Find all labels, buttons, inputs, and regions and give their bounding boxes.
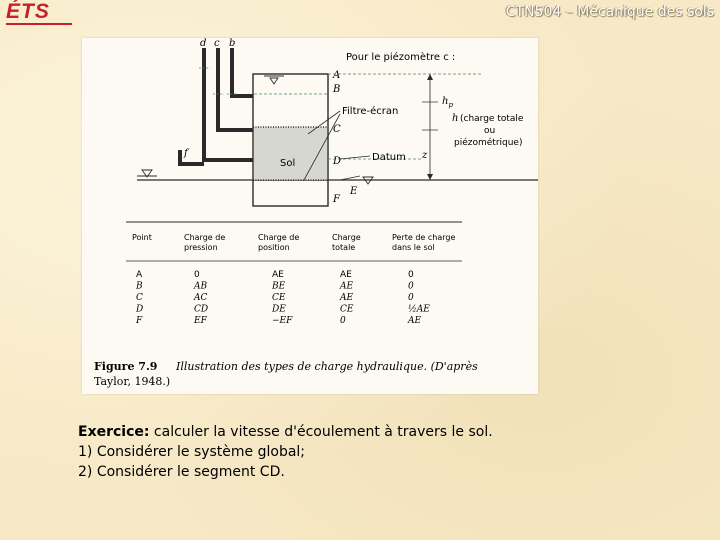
table-cell: AB bbox=[194, 281, 208, 292]
table-cell: AC bbox=[194, 293, 208, 303]
exercise-question: calculer la vitesse d'écoulement à travers le sol. bbox=[149, 424, 493, 440]
label-d: d bbox=[200, 38, 207, 49]
table-row bbox=[135, 282, 414, 292]
ets-logo bbox=[4, 2, 74, 28]
piezometer-d bbox=[204, 48, 253, 160]
exercise-block bbox=[78, 422, 638, 482]
head-arrow-top bbox=[427, 74, 433, 80]
table-cell: AE bbox=[340, 270, 352, 280]
caption-text: Illustration des types de charge hydraulique. (D'après bbox=[176, 360, 478, 373]
table-cell: EF bbox=[194, 316, 207, 326]
course-title: CTN504 – Mécanique des sols bbox=[505, 4, 714, 20]
table-cell: 0 bbox=[408, 281, 414, 292]
table-body bbox=[135, 270, 430, 326]
point-f: F bbox=[333, 194, 340, 205]
table-cell: B bbox=[136, 281, 143, 292]
logo-underline bbox=[6, 23, 72, 25]
label-b: b bbox=[229, 38, 236, 49]
figure-panel bbox=[82, 38, 538, 394]
table-cell: −EF bbox=[272, 316, 293, 326]
table-cell: 0 bbox=[408, 270, 414, 280]
table-cell: DE bbox=[272, 304, 286, 315]
total-head-line-1: (charge totale bbox=[460, 114, 524, 124]
header-pressure-2: pression bbox=[184, 243, 218, 252]
h-label: h bbox=[452, 113, 459, 124]
table-row bbox=[136, 293, 414, 303]
table-cell: 0 bbox=[408, 293, 414, 303]
table-cell: CE bbox=[340, 304, 354, 315]
filter-label: Filtre-écran bbox=[342, 106, 399, 117]
point-c: C bbox=[333, 124, 341, 135]
exercise-label: Exercice: bbox=[78, 424, 150, 440]
header-position-2: position bbox=[258, 243, 290, 252]
table-cell: 0 bbox=[340, 316, 346, 326]
table-cell: AE bbox=[272, 270, 284, 280]
table-cell: AE bbox=[340, 281, 354, 292]
piezometer-b bbox=[232, 48, 253, 96]
z-label: z bbox=[422, 150, 428, 161]
exercise-item-1: 1) Considérer le système global; bbox=[78, 444, 306, 460]
header-loss-1: Perte de charge bbox=[392, 233, 456, 242]
table-cell: C bbox=[136, 293, 143, 303]
annotation-piezometer: Pour le piézomètre c : bbox=[346, 52, 456, 63]
total-head-line-2: ou bbox=[484, 126, 496, 136]
header-loss-2: dans le sol bbox=[392, 243, 435, 252]
hydraulic-head-diagram bbox=[82, 38, 538, 394]
point-d: D bbox=[333, 156, 342, 167]
table-cell: A bbox=[136, 270, 143, 280]
header-total-2: totale bbox=[332, 243, 356, 252]
table-headers bbox=[132, 233, 455, 252]
head-arrow-bottom bbox=[427, 174, 433, 180]
logo-text: ÉTS bbox=[6, 0, 50, 23]
table-cell: BE bbox=[272, 281, 286, 292]
header-total-1: Charge bbox=[332, 233, 361, 242]
table-cell: CD bbox=[194, 304, 209, 315]
header-position-1: Charge de bbox=[258, 233, 300, 242]
table-cell: 0 bbox=[194, 270, 200, 280]
table-cell: D bbox=[136, 304, 144, 315]
point-b: B bbox=[333, 84, 341, 95]
table-row bbox=[135, 304, 430, 315]
point-a: A bbox=[333, 70, 341, 81]
soil-region bbox=[254, 127, 327, 180]
caption-label: Figure 7.9 bbox=[94, 360, 158, 373]
label-c: c bbox=[214, 38, 220, 49]
exercise-item-2: 2) Considérer le segment CD. bbox=[78, 464, 285, 480]
datum-arrow bbox=[340, 156, 370, 159]
table-cell: ½AE bbox=[408, 304, 430, 315]
label-f: f bbox=[184, 148, 188, 159]
table-row bbox=[136, 270, 414, 280]
exercise-intro bbox=[78, 422, 638, 442]
table-cell: CE bbox=[272, 293, 286, 303]
total-head-line-3: piézométrique) bbox=[454, 138, 523, 148]
table-cell: AE bbox=[340, 293, 354, 303]
hp-label: $h_p$ bbox=[442, 96, 453, 109]
table-row bbox=[135, 316, 421, 326]
table-cell: F bbox=[136, 316, 143, 326]
point-e: E bbox=[350, 186, 358, 197]
datum-label: Datum bbox=[372, 152, 406, 163]
soil-label: Sol bbox=[280, 158, 296, 169]
piezometer-c bbox=[218, 48, 253, 130]
tank-water-triangle bbox=[270, 78, 278, 84]
header-point: Point bbox=[132, 233, 152, 242]
header-pressure-1: Charge de bbox=[184, 233, 226, 242]
caption-text-2: Taylor, 1948.) bbox=[94, 375, 171, 388]
table-cell: AE bbox=[408, 316, 422, 326]
